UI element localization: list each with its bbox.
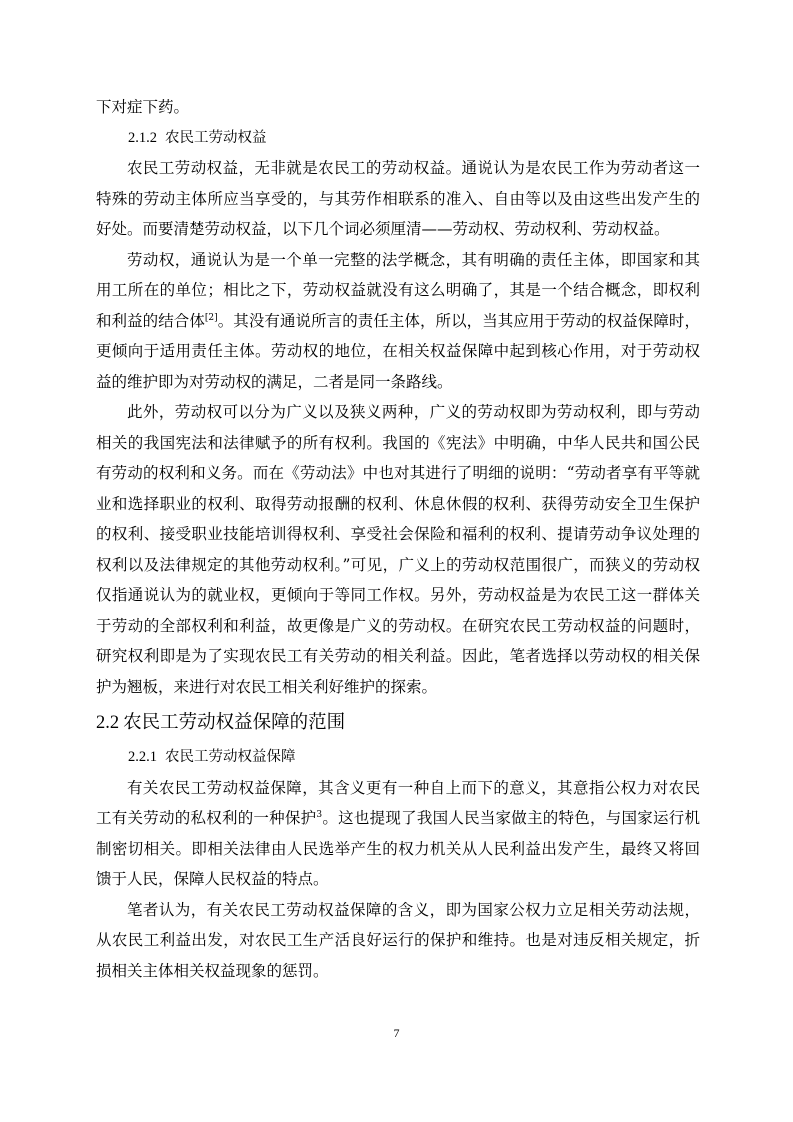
paragraph: 农民工劳动权益，无非就是农民工的劳动权益。通说认为是农民工作为劳动者这一特殊的劳动主体所应当享受的，与其劳作相联系的准入、自由等以及由这些出发产生的好处。而要清楚劳动权益，以下几个词必须厘清——劳动权、劳动权利、劳动权益。 [96, 159, 700, 238]
page-number: 7 [393, 1026, 400, 1040]
paragraph: 笔者认为，有关农民工劳动权益保障的含义，即为国家公权力立足相关劳动法规，从农民工利益出发，对农民工生产活良好运行的保护和维持。也是对违反相关规定，折损相关主体相关权益现象的惩罚。 [96, 900, 700, 980]
section-heading-2-2 [96, 706, 700, 740]
paragraph-text: 劳动权，通说认为是一个单一完整的法学概念，其有明确的责任主体，即国家和其用工所在的单位；相比之下，劳动权益就没有这么明确了，其是一个结合概念，即权利和利益的结合体 [96, 250, 700, 330]
paragraph-text: 有关农民工劳动权益保障，其含义更有一种自上而下的意义，其意指公权力对农民工有关劳动的私权利的一种保护 [96, 778, 700, 827]
paragraph-with-citation [96, 773, 700, 895]
document-body [96, 92, 700, 986]
paragraph-continuation: 下对症下药。 [96, 98, 190, 116]
section-number: 2.2 [96, 713, 120, 733]
section-number: 2.2.1 [128, 749, 157, 765]
paragraph-text: 。其没有通说所言的责任主体，所以，当其应用于劳动的权益保障时，更倾向于适用责任主体。劳动权的地位，在相关权益保障中起到核心作用，对于劳动权益的维护即为对劳动权的满足，二者是同一条路线。 [96, 311, 700, 391]
paragraph-text: 。这也提现了我国人民当家做主的特色，与国家运行机制密切相关。即相关法律由人民选举产生的权力机关从人民利益出发产生，最终又将回馈于人民，保障人民权益的特点。 [96, 809, 700, 888]
section-heading-2-1-2 [96, 123, 700, 154]
paragraph: 此外，劳动权可以分为广义以及狭义两种，广义的劳动权即为劳动权利，即与劳动相关的我国宪法和法律赋予的所有权利。我国的《宪法》中明确，中华人民共和国公民有劳动的权利和义务。而在《劳动法》中也对其进行了明细的说明：“劳动者享有平等就业和选择职业的权利、取得劳动报酬的权利、休息休假的权利、获得劳动安全卫生保护的权利、接受职业技能培训得权利、享受社会保险和福利的权利、提请劳动争议处理的权利以及法律规定的其他劳动权利。”可见，广义上的劳动权范围很广，而狭义的劳动权仅指通说认为的就业权，更倾向于等同工作权。另外，劳动权益是为农民工这一群体关于劳动的全部权利和利益，故更像是广义的劳动权。在研究农民工劳动权益的问题时，研究权利即是为了实现农民工有关劳动的相关利益。因此，笔者选择以劳动权的相关保护为翘板，来进行对农民工相关利好维护的探索。 [96, 403, 700, 696]
section-heading-2-2-1 [96, 742, 700, 773]
citation-ref: [2] [204, 312, 218, 323]
citation-ref: 3 [316, 809, 323, 820]
section-number: 2.1.2 [128, 129, 157, 146]
paragraph-with-citation [96, 245, 700, 398]
section-title: 农民工劳动权益 [165, 129, 267, 146]
section-title: 农民工劳动权益保障 [165, 749, 296, 765]
section-title: 农民工劳动权益保障的范围 [123, 712, 346, 733]
